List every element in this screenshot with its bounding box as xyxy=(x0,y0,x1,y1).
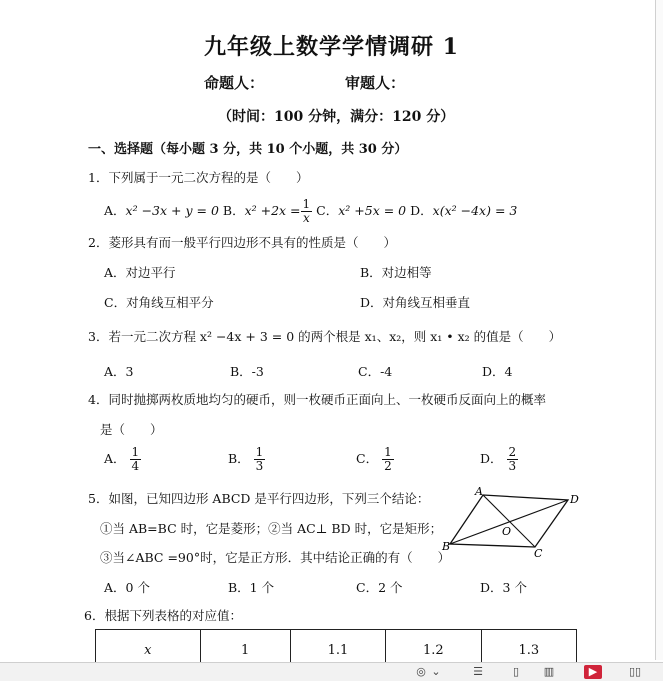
q1-option-b-label: B． xyxy=(222,203,245,218)
fraction-denominator: 4 xyxy=(131,459,140,473)
q1-option-a-label: A． xyxy=(104,203,126,218)
table-cell: 1.2 xyxy=(386,630,481,671)
q1-option-b: x² +2x = xyxy=(244,203,301,218)
q3-option-c: C．-4 xyxy=(358,364,393,379)
setter-label: 命题人： xyxy=(204,74,265,92)
question-5-line1: 5．如图，已知四边形 ABCD 是平行四边形，下列三个结论： xyxy=(88,491,430,506)
q2-option-a: A．对边平行 xyxy=(104,265,176,280)
q4-option-d xyxy=(480,446,518,473)
q5-option-b: B．1 个 xyxy=(228,580,275,595)
q4-option-b-label: B． xyxy=(228,451,250,466)
question-5-line3: ③当∠ABC =90°时，它是正方形．其中结论正确的有（ ） xyxy=(100,550,451,565)
viewer-toolbar xyxy=(0,662,663,681)
vertex-d-label: D xyxy=(570,493,579,506)
question-6: 6．根据下列表格的对应值： xyxy=(84,608,242,623)
q4-option-a xyxy=(104,446,141,473)
fraction-numerator: 1 xyxy=(302,197,311,211)
fraction-denominator: 3 xyxy=(255,459,264,473)
table-cell: x xyxy=(96,630,201,671)
eye-icon[interactable]: ◎ xyxy=(416,665,426,678)
center-o-label: O xyxy=(502,525,512,538)
question-1: 1．下列属于一元二次方程的是（ ） xyxy=(88,170,309,185)
fraction-numerator: 1 xyxy=(131,445,140,459)
diagonal-ac xyxy=(483,495,535,547)
viewer-scrollbar[interactable] xyxy=(655,0,663,660)
q4-option-c-label: C． xyxy=(356,451,379,466)
q3-option-a: A．3 xyxy=(104,364,134,379)
q4-option-d-label: D． xyxy=(480,451,503,466)
fraction-numerator: 1 xyxy=(255,445,264,459)
q2-option-c: C．对角线互相平分 xyxy=(104,295,214,310)
exam-meta: （时间：100 分钟，满分：120 分） xyxy=(218,109,455,125)
book-view-icon[interactable]: ▯▯ xyxy=(628,665,642,678)
chevron-down-icon[interactable]: ⌄ xyxy=(431,665,441,678)
q4-option-c xyxy=(356,446,394,473)
vertex-a-label: A xyxy=(475,486,483,498)
q1-option-b-fraction xyxy=(301,198,313,225)
q1-option-d-label: D． xyxy=(410,203,433,218)
q4-option-b xyxy=(228,446,265,473)
double-page-icon[interactable]: ▥ xyxy=(543,665,555,678)
q5-option-a: A．0 个 xyxy=(104,580,150,595)
section-heading: 一、选择题（每小题 3 分，共 10 个小题，共 30 分） xyxy=(88,142,408,157)
reviewer-label: 审题人： xyxy=(345,74,406,92)
q2-option-d: D．对角线互相垂直 xyxy=(360,295,471,310)
fraction-numerator: 1 xyxy=(384,445,392,459)
q1-option-d: x(x² −4x) = 3 xyxy=(432,203,518,218)
list-view-icon[interactable]: ☰ xyxy=(473,665,483,678)
vertex-c-label: C xyxy=(534,547,543,560)
q1-options xyxy=(104,198,517,225)
fraction-denominator: x xyxy=(302,211,310,225)
q1-option-c: x² +5x = 0 xyxy=(338,203,407,218)
question-4-line1: 4．同时抛掷两枚质地均匀的硬币，则一枚硬币正面向上、一枚硬币反面向上的概率 xyxy=(88,392,546,407)
q1-option-a: x² −3x + y = 0 xyxy=(125,203,219,218)
single-page-icon[interactable]: ▯ xyxy=(512,665,520,678)
q3-option-b: B．-3 xyxy=(230,364,264,379)
question-3: 3．若一元二次方程 x² −4x + 3 = 0 的两个根是 x₁、x₂，则 x₁ • x₂ 的值是（ ） xyxy=(88,329,562,344)
q2-option-b: B．对边相等 xyxy=(360,265,432,280)
question-2: 2．菱形具有而一般平行四边形不具有的性质是（ ） xyxy=(88,235,396,250)
table-cell: 1.3 xyxy=(481,630,576,671)
q4-option-b-fraction xyxy=(254,446,266,473)
q4-option-a-fraction xyxy=(130,446,142,473)
table-cell: 1.1 xyxy=(290,630,385,671)
fraction-denominator: 2 xyxy=(384,459,392,473)
question-5-line2: ①当 AB=BC 时，它是菱形；②当 AC⊥ BD 时，它是矩形； xyxy=(100,521,443,536)
question-4-line2: 是（ ） xyxy=(100,422,163,437)
q4-option-a-label: A． xyxy=(104,451,126,466)
q4-option-c-fraction xyxy=(382,446,394,473)
vertex-b-label: B xyxy=(442,540,451,553)
q5-option-d: D．3 个 xyxy=(480,580,527,595)
table-cell: 1 xyxy=(200,630,290,671)
fraction-numerator: 2 xyxy=(508,445,517,459)
q1-option-c-label: C． xyxy=(316,203,339,218)
fraction-denominator: 3 xyxy=(508,459,517,473)
q5-option-c: C．2 个 xyxy=(356,580,403,595)
q3-option-d: D．4 xyxy=(482,364,513,379)
play-icon[interactable]: ▶ xyxy=(584,665,602,679)
page-title: 九年级上数学学情调研 1 xyxy=(204,34,459,60)
q4-option-d-fraction xyxy=(507,446,519,473)
parallelogram-figure xyxy=(438,486,588,564)
